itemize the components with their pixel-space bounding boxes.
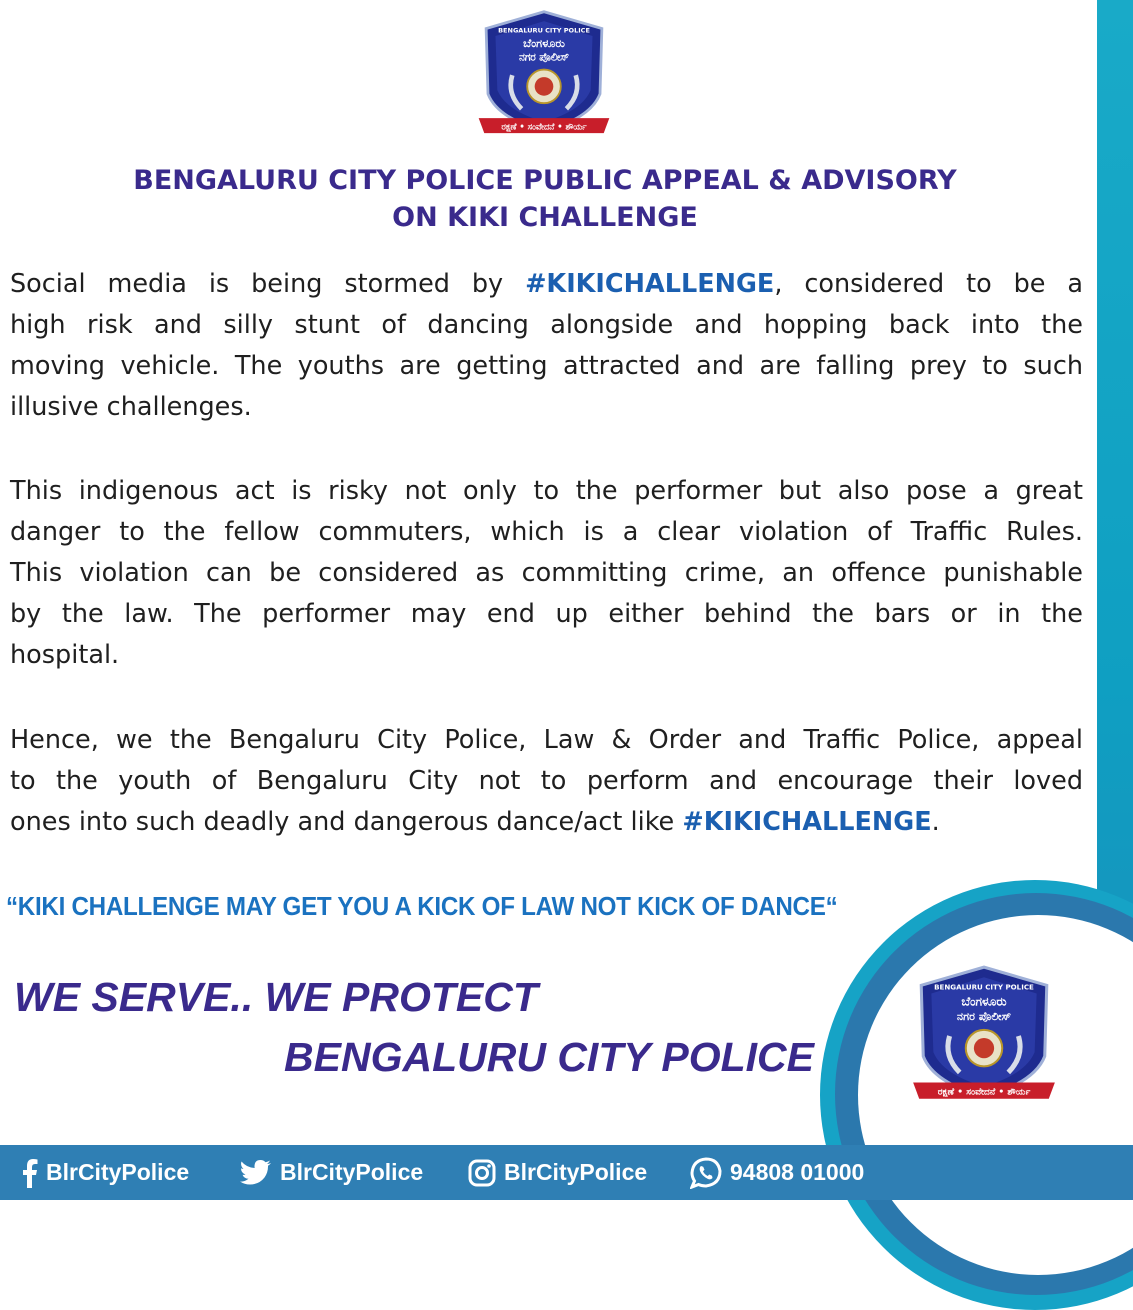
paragraph-line: illusive challenges. — [10, 392, 252, 422]
badge-top-text: BENGALURU CITY POLICE — [934, 982, 1034, 992]
twitter-icon — [240, 1159, 272, 1187]
whatsapp-number: 94808 01000 — [730, 1159, 865, 1185]
badge-ribbon-text: ರಕ್ಷಣೆ • ಸಂವೇದನೆ • ಶೌರ್ಯ — [501, 121, 587, 132]
police-badge-logo-top — [469, 8, 619, 148]
motto-bengaluru-city-police: BENGALURU CITY POLICE — [284, 1034, 814, 1080]
whatsapp-icon — [690, 1157, 722, 1189]
paragraph-line: This violation can be considered as committing crime, an offence punishable — [10, 558, 1083, 588]
twitter-handle: BlrCityPolice — [280, 1159, 424, 1185]
badge-ribbon-text: ರಕ್ಷಣೆ • ಸಂವೇದನೆ • ಶೌರ್ಯ — [937, 1087, 1031, 1098]
police-badge-logo-bottom — [903, 960, 1065, 1118]
paragraph-line: high risk and silly stunt of dancing alongside and hopping back into the — [10, 310, 1083, 340]
paragraph-line: moving vehicle. The youths are getting attracted and are falling prey to such — [10, 351, 1083, 381]
slogan-quote: “KIKI CHALLENGE MAY GET YOU A KICK OF LAW NOT KICK OF DANCE“ — [6, 891, 838, 921]
paragraph-line: This indigenous act is risky not only to the performer but also pose a great — [10, 476, 1083, 506]
footer-facebook[interactable] — [20, 1145, 189, 1200]
instagram-handle: BlrCityPolice — [504, 1159, 648, 1185]
badge-kannada-line1: ಬೆಂಗಳೂರು — [961, 994, 1007, 1009]
instagram-icon — [468, 1159, 496, 1187]
paragraph-risk — [10, 471, 1083, 676]
footer-twitter[interactable] — [240, 1145, 423, 1200]
title-line-1: BENGALURU CITY POLICE PUBLIC APPEAL & ADVISORY — [133, 165, 957, 196]
badge-kannada-line2: ನಗರ ಪೊಲೀಸ್ — [956, 1009, 1012, 1023]
badge-kannada-line2: ನಗರ ಪೊಲೀಸ್ — [519, 51, 569, 64]
paragraph-intro — [10, 264, 1083, 428]
page-title — [60, 162, 1030, 236]
hashtag-kikichallenge: #KIKICHALLENGE — [525, 269, 775, 299]
paragraph-line: hospital. — [10, 640, 120, 670]
hashtag-kikichallenge: #KIKICHALLENGE — [682, 807, 932, 837]
title-line-2: ON KIKI CHALLENGE — [392, 202, 698, 233]
paragraph-line: Social media is being stormed by #KIKICHALLENGE, considered to be a — [10, 269, 1083, 299]
facebook-icon — [20, 1158, 38, 1188]
footer-instagram[interactable] — [468, 1145, 647, 1200]
paragraph-line: ones into such deadly and dangerous dance/act like #KIKICHALLENGE. — [10, 807, 940, 837]
paragraph-line: by the law. The performer may end up either behind the bars or in the — [10, 599, 1083, 629]
facebook-handle: BlrCityPolice — [46, 1159, 190, 1185]
badge-top-text: BENGALURU CITY POLICE — [498, 26, 590, 35]
paragraph-appeal — [10, 720, 1083, 843]
motto-we-serve: WE SERVE.. WE PROTECT — [14, 974, 538, 1020]
paragraph-line: danger to the fellow commuters, which is a clear violation of Traffic Rules. — [10, 517, 1083, 547]
paragraph-line: Hence, we the Bengaluru City Police, Law & Order and Traffic Police, appeal — [10, 725, 1083, 755]
badge-kannada-line1: ಬೆಂಗಳೂರು — [523, 37, 565, 51]
paragraph-line: to the youth of Bengaluru City not to perform and encourage their loved — [10, 766, 1083, 796]
footer-whatsapp[interactable] — [690, 1145, 864, 1200]
